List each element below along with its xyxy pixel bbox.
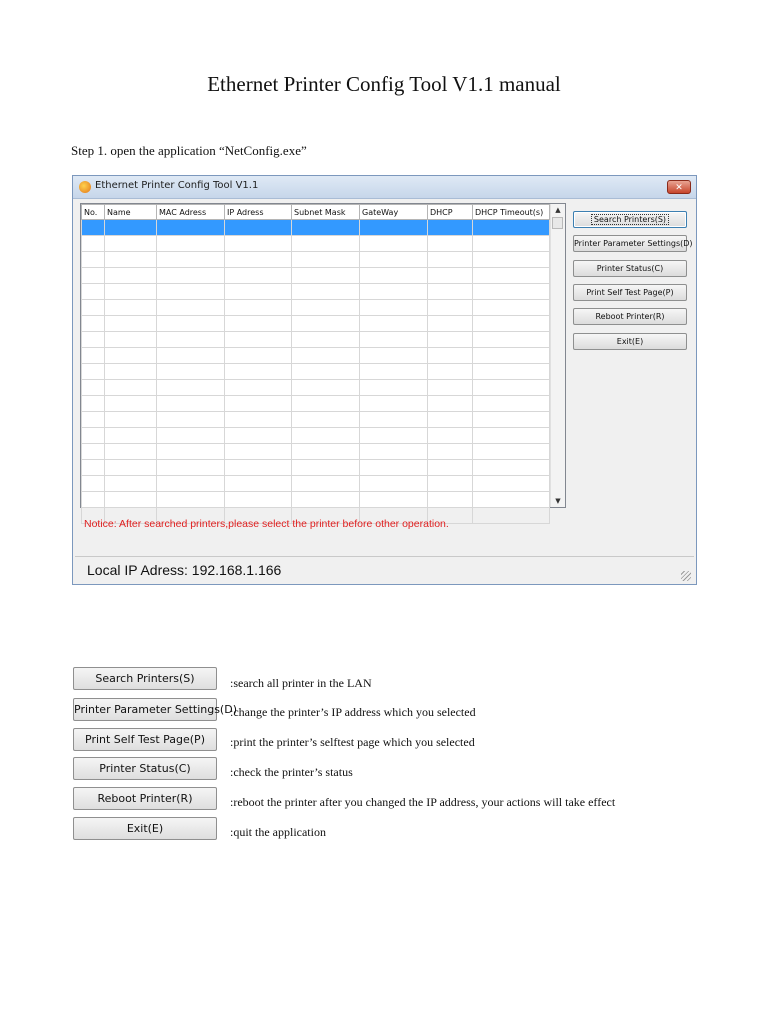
column-header-name[interactable]: Name: [105, 205, 157, 220]
table-cell: [82, 460, 105, 476]
table-cell: [428, 396, 473, 412]
table-cell: [292, 252, 360, 268]
table-cell: [82, 220, 105, 236]
table-cell: [428, 236, 473, 252]
table-cell: [82, 268, 105, 284]
legend-printer-status-desc: :check the printer’s status: [230, 765, 353, 779]
legend-print-self-test-button: Print Self Test Page(P): [73, 728, 217, 751]
table-cell: [292, 316, 360, 332]
table-cell: [82, 428, 105, 444]
table-row[interactable]: [82, 236, 550, 252]
column-header-dhcp[interactable]: DHCP: [428, 205, 473, 220]
table-cell: [292, 396, 360, 412]
table-cell: [360, 380, 428, 396]
table-row[interactable]: [82, 284, 550, 300]
table-cell: [105, 220, 157, 236]
table-cell: [428, 268, 473, 284]
table-cell: [292, 492, 360, 508]
table-cell: [157, 332, 225, 348]
table-row[interactable]: [82, 396, 550, 412]
table-row[interactable]: [82, 492, 550, 508]
table-cell: [473, 476, 550, 492]
table-cell: [292, 268, 360, 284]
table-cell: [105, 268, 157, 284]
table-row[interactable]: [82, 444, 550, 460]
table-cell: [225, 284, 292, 300]
status-bar: [75, 556, 694, 583]
table-cell: [360, 476, 428, 492]
search-printers-button[interactable]: Search Printers(S): [573, 211, 687, 228]
table-cell: [473, 316, 550, 332]
app-window-screenshot: [72, 175, 697, 585]
table-cell: [473, 284, 550, 300]
table-cell: [360, 220, 428, 236]
document-title: Ethernet Printer Config Tool V1.1 manual: [207, 72, 561, 96]
table-cell: [225, 252, 292, 268]
table-cell: [473, 444, 550, 460]
table-cell: [473, 396, 550, 412]
table-cell: [428, 300, 473, 316]
table-cell: [82, 300, 105, 316]
table-cell: [292, 460, 360, 476]
table-cell: [428, 332, 473, 348]
table-cell: [105, 380, 157, 396]
table-cell: [360, 460, 428, 476]
table-cell: [105, 460, 157, 476]
table-cell: [105, 284, 157, 300]
vertical-scrollbar[interactable]: [550, 204, 565, 507]
table-cell: [225, 396, 292, 412]
table-cell: [360, 252, 428, 268]
scroll-up-arrow-icon[interactable]: ▲: [555, 206, 561, 214]
table-cell: [292, 380, 360, 396]
legend-printer-parameter-settings-desc: :change the printer’s IP address which you selected: [230, 705, 476, 719]
legend-exit-desc: :quit the application: [230, 825, 326, 839]
table-row[interactable]: [82, 380, 550, 396]
table-header-row: [82, 205, 550, 220]
table-cell: [292, 348, 360, 364]
table-cell: [473, 492, 550, 508]
table-cell: [225, 268, 292, 284]
table-cell: [105, 236, 157, 252]
table-cell: [360, 316, 428, 332]
table-cell: [157, 284, 225, 300]
table-row[interactable]: [82, 332, 550, 348]
table-cell: [225, 428, 292, 444]
table-cell: [157, 492, 225, 508]
printer-parameter-settings-button[interactable]: Printer Parameter Settings(D): [573, 235, 687, 252]
close-icon[interactable]: ✕: [667, 180, 691, 194]
table-cell: [157, 252, 225, 268]
column-header-no[interactable]: No.: [82, 205, 105, 220]
table-cell: [105, 316, 157, 332]
table-row[interactable]: [82, 252, 550, 268]
table-cell: [157, 476, 225, 492]
resize-grip-icon[interactable]: [681, 571, 691, 581]
table-cell: [157, 300, 225, 316]
table-cell: [105, 444, 157, 460]
table-cell: [105, 412, 157, 428]
legend-exit-button: Exit(E): [73, 817, 217, 840]
table-cell: [157, 396, 225, 412]
table-cell: [428, 284, 473, 300]
table-cell: [428, 412, 473, 428]
app-icon: [79, 181, 91, 193]
notice-text: Notice: After searched printers,please select the printer before other operation.: [84, 518, 449, 530]
legend-search-printers-button: Search Printers(S): [73, 667, 217, 690]
table-cell: [157, 412, 225, 428]
table-cell: [360, 332, 428, 348]
table-cell: [82, 444, 105, 460]
table-cell: [105, 396, 157, 412]
table-cell: [225, 236, 292, 252]
table-cell: [428, 252, 473, 268]
table-cell: [473, 348, 550, 364]
reboot-printer-button[interactable]: Reboot Printer(R): [573, 308, 687, 325]
table-cell: [360, 492, 428, 508]
scrollbar-thumb[interactable]: [552, 217, 563, 229]
table-cell: [82, 396, 105, 412]
table-cell: [82, 364, 105, 380]
table-row[interactable]: [82, 476, 550, 492]
table-cell: [225, 476, 292, 492]
column-header-subnet[interactable]: Subnet Mask: [292, 205, 360, 220]
table-cell: [157, 364, 225, 380]
table-cell: [292, 364, 360, 380]
table-cell: [473, 428, 550, 444]
step-1-text: Step 1. open the application “NetConfig.exe”: [71, 143, 307, 158]
table-cell: [225, 316, 292, 332]
table-row[interactable]: [82, 220, 550, 236]
table-cell: [157, 460, 225, 476]
table-cell: [105, 428, 157, 444]
column-header-gateway[interactable]: GateWay: [360, 205, 428, 220]
table-cell: [473, 412, 550, 428]
table-cell: [473, 332, 550, 348]
table-cell: [82, 476, 105, 492]
table-cell: [428, 348, 473, 364]
table-cell: [428, 380, 473, 396]
printer-table: [81, 204, 550, 524]
table-row[interactable]: [82, 428, 550, 444]
table-cell: [105, 252, 157, 268]
table-cell: [225, 332, 292, 348]
table-cell: [292, 284, 360, 300]
table-cell: [225, 364, 292, 380]
table-cell: [82, 236, 105, 252]
table-cell: [225, 444, 292, 460]
table-cell: [225, 380, 292, 396]
table-cell: [360, 412, 428, 428]
table-cell: [292, 332, 360, 348]
table-cell: [157, 236, 225, 252]
table-cell: [473, 508, 550, 524]
table-cell: [225, 300, 292, 316]
table-cell: [473, 252, 550, 268]
table-cell: [292, 444, 360, 460]
table-cell: [82, 284, 105, 300]
table-cell: [157, 316, 225, 332]
table-cell: [82, 492, 105, 508]
table-cell: [428, 460, 473, 476]
scroll-down-arrow-icon[interactable]: ▼: [555, 497, 561, 505]
table-cell: [292, 412, 360, 428]
legend-reboot-printer-desc: :reboot the printer after you changed the IP address, your actions will take effect: [230, 795, 616, 809]
table-cell: [428, 220, 473, 236]
column-header-ip[interactable]: IP Adress: [225, 205, 292, 220]
table-cell: [82, 412, 105, 428]
table-cell: [82, 316, 105, 332]
table-row[interactable]: [82, 348, 550, 364]
legend-printer-status-button: Printer Status(C): [73, 757, 217, 780]
table-cell: [157, 428, 225, 444]
table-cell: [105, 300, 157, 316]
table-cell: [157, 220, 225, 236]
table-row[interactable]: [82, 460, 550, 476]
table-cell: [360, 428, 428, 444]
table-cell: [292, 300, 360, 316]
column-header-mac[interactable]: MAC Adress: [157, 205, 225, 220]
table-cell: [360, 236, 428, 252]
table-cell: [473, 460, 550, 476]
table-cell: [225, 220, 292, 236]
table-cell: [360, 268, 428, 284]
window-titlebar: [73, 176, 696, 199]
table-cell: [360, 396, 428, 412]
table-cell: [360, 444, 428, 460]
legend-search-printers-desc: :search all printer in the LAN: [230, 676, 372, 690]
legend-printer-parameter-settings-button: Printer Parameter Settings(D): [73, 698, 217, 721]
table-cell: [360, 364, 428, 380]
printer-list-grid[interactable]: [80, 203, 566, 508]
table-cell: [105, 492, 157, 508]
printer-status-button[interactable]: Printer Status(C): [573, 260, 687, 277]
table-cell: [473, 364, 550, 380]
print-self-test-page-button[interactable]: Print Self Test Page(P): [573, 284, 687, 301]
table-cell: [82, 252, 105, 268]
table-cell: [292, 220, 360, 236]
table-cell: [105, 364, 157, 380]
table-cell: [105, 348, 157, 364]
table-cell: [360, 300, 428, 316]
table-cell: [292, 428, 360, 444]
table-cell: [360, 284, 428, 300]
table-cell: [157, 444, 225, 460]
table-cell: [157, 268, 225, 284]
table-cell: [157, 380, 225, 396]
table-cell: [225, 412, 292, 428]
exit-button[interactable]: Exit(E): [573, 333, 687, 350]
table-row[interactable]: [82, 300, 550, 316]
table-cell: [428, 444, 473, 460]
table-cell: [157, 348, 225, 364]
table-row[interactable]: [82, 268, 550, 284]
window-title: Ethernet Printer Config Tool V1.1: [95, 180, 259, 191]
table-cell: [82, 348, 105, 364]
table-cell: [82, 380, 105, 396]
local-ip-status: Local IP Adress: 192.168.1.166: [87, 562, 282, 578]
table-row[interactable]: [82, 412, 550, 428]
column-header-dhcp-timeout[interactable]: DHCP Timeout(s): [473, 205, 550, 220]
table-cell: [473, 268, 550, 284]
table-cell: [105, 332, 157, 348]
table-cell: [473, 380, 550, 396]
table-cell: [473, 220, 550, 236]
legend-reboot-printer-button: Reboot Printer(R): [73, 787, 217, 810]
table-cell: [105, 476, 157, 492]
table-cell: [225, 460, 292, 476]
table-cell: [428, 476, 473, 492]
table-row[interactable]: [82, 364, 550, 380]
table-cell: [428, 492, 473, 508]
table-cell: [428, 316, 473, 332]
table-cell: [292, 476, 360, 492]
table-cell: [292, 236, 360, 252]
table-cell: [82, 332, 105, 348]
table-cell: [428, 428, 473, 444]
table-cell: [225, 492, 292, 508]
table-row[interactable]: [82, 316, 550, 332]
table-cell: [428, 364, 473, 380]
table-cell: [473, 300, 550, 316]
table-cell: [473, 236, 550, 252]
table-cell: [360, 348, 428, 364]
table-cell: [225, 348, 292, 364]
legend-print-self-test-desc: :print the printer’s selftest page which you selected: [230, 735, 475, 749]
